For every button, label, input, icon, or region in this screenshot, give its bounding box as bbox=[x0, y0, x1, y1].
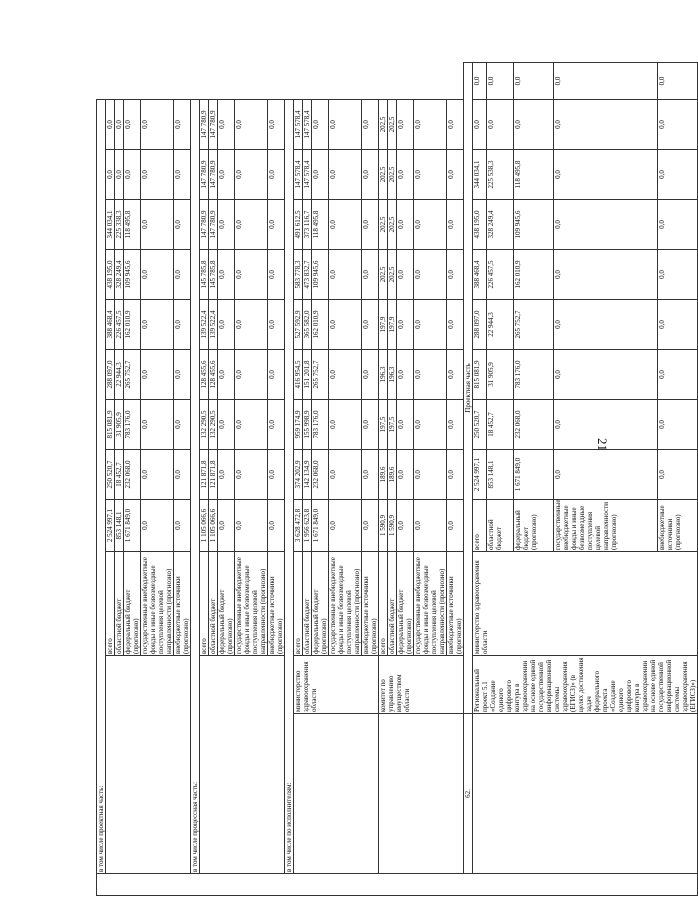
cell: 0,0 bbox=[235, 400, 268, 450]
row-label: государственные внебюджетные фонды и иные безвозмездные поступления целевой направленности (прогнозно) bbox=[235, 552, 268, 656]
cell: 2 524 997,1 bbox=[106, 500, 115, 552]
cell: 0,0 bbox=[329, 200, 362, 250]
cell: 0,0 bbox=[329, 150, 362, 200]
cell: 2 524 997,1 bbox=[473, 450, 487, 500]
cell: 147 780,9 bbox=[200, 150, 209, 200]
cell: 0,0 bbox=[447, 300, 464, 350]
row-label: федеральный бюджет (прогнозно) bbox=[312, 552, 329, 656]
cell: 853 148,1 bbox=[115, 500, 124, 552]
cell: 0,0 bbox=[658, 450, 698, 500]
row-label: государственные внебюджетные фонды и иные безвозмездные поступления целевой направленности (прогнозно) bbox=[554, 500, 658, 552]
cell: 0,0 bbox=[414, 300, 447, 350]
cell: 1 956 623,8 bbox=[303, 500, 312, 552]
cell: 388 468,4 bbox=[106, 300, 115, 350]
cell: 0,0 bbox=[658, 350, 698, 400]
cell: 0,0 bbox=[174, 99, 191, 149]
cell: 0,0 bbox=[174, 150, 191, 200]
cell: 0,0 bbox=[447, 450, 464, 500]
section-process-part: в том числе процессная часть: bbox=[191, 99, 200, 873]
cell: 0,0 bbox=[554, 450, 658, 500]
cell: 0,0 bbox=[414, 400, 447, 450]
cell: 0,0 bbox=[473, 63, 487, 100]
cell: 0,0 bbox=[174, 200, 191, 250]
cell: 0,0 bbox=[414, 500, 447, 552]
cell: 0,0 bbox=[268, 350, 285, 400]
cell: 196,3 bbox=[388, 350, 397, 400]
cell: 0,0 bbox=[447, 350, 464, 400]
cell: 3 628 472,8 bbox=[294, 500, 303, 552]
cell: 438 195,0 bbox=[473, 200, 487, 250]
cell: 0,0 bbox=[362, 99, 379, 149]
cell: 202,5 bbox=[388, 250, 397, 300]
cell: 0,0 bbox=[268, 450, 285, 500]
cell: 0,0 bbox=[235, 150, 268, 200]
cell: 0,0 bbox=[397, 450, 414, 500]
blank-cell bbox=[379, 714, 464, 874]
row-label: внебюджетные источники (прогнозно) bbox=[447, 552, 464, 656]
cell: 145 785,8 bbox=[209, 250, 218, 300]
cell: 0,0 bbox=[414, 250, 447, 300]
cell: 109 945,6 bbox=[312, 250, 329, 300]
row-label: всего bbox=[200, 552, 209, 656]
cell: 0,0 bbox=[414, 350, 447, 400]
cell: 0,0 bbox=[514, 99, 554, 149]
cell: 783 176,0 bbox=[124, 400, 141, 450]
cell: 0,0 bbox=[174, 250, 191, 300]
cell: 202,5 bbox=[379, 150, 388, 200]
cell: 0,0 bbox=[447, 250, 464, 300]
cell: 0,0 bbox=[554, 200, 658, 250]
cell: 0,0 bbox=[362, 450, 379, 500]
cell: 1 590,9 bbox=[388, 500, 397, 552]
row-label: внебюджетные источники (прогнозно) bbox=[174, 552, 191, 656]
cell: 0,0 bbox=[397, 250, 414, 300]
cell: 373 116,7 bbox=[303, 200, 312, 250]
cell: 202,5 bbox=[379, 250, 388, 300]
cell: 815 081,9 bbox=[106, 400, 115, 450]
cell: 0,0 bbox=[414, 99, 447, 149]
cell: 0,0 bbox=[268, 400, 285, 450]
cell: 0,0 bbox=[414, 150, 447, 200]
cell: 0,0 bbox=[329, 300, 362, 350]
cell: 0,0 bbox=[141, 250, 174, 300]
cell: 344 034,1 bbox=[106, 200, 115, 250]
cell: 147 780,9 bbox=[200, 200, 209, 250]
row-label: всего bbox=[379, 552, 388, 656]
cell: 0,0 bbox=[218, 300, 235, 350]
cell: 118 495,8 bbox=[514, 150, 554, 200]
cell: 783 176,0 bbox=[312, 400, 329, 450]
cell: 0,0 bbox=[141, 200, 174, 250]
cell: 0,0 bbox=[554, 300, 658, 350]
cell: 0,0 bbox=[235, 250, 268, 300]
row-label: федеральный бюджет (прогнозно) bbox=[397, 552, 414, 656]
cell: 0,0 bbox=[218, 400, 235, 450]
row-label: областной бюджет bbox=[209, 552, 218, 656]
row-label: областной бюджет bbox=[487, 500, 514, 552]
cell: 162 010,9 bbox=[124, 300, 141, 350]
cell: 0,0 bbox=[141, 300, 174, 350]
section-project-part-2: Проектная часть bbox=[464, 63, 473, 714]
cell: 225 538,3 bbox=[487, 150, 514, 200]
row-label: областной бюджет bbox=[115, 552, 124, 656]
cell: 344 034,1 bbox=[473, 150, 487, 200]
cell: 783 176,0 bbox=[514, 350, 554, 400]
cell: 0,0 bbox=[362, 150, 379, 200]
cell: 128 455,6 bbox=[200, 350, 209, 400]
cell: 162 010,9 bbox=[514, 250, 554, 300]
cell: 288 097,0 bbox=[106, 350, 115, 400]
cell: 1 671 849,0 bbox=[312, 500, 329, 552]
cell: 583 778,3 bbox=[294, 250, 303, 300]
cell: 388 468,4 bbox=[473, 250, 487, 300]
cell: 0,0 bbox=[115, 99, 124, 149]
blank-cell bbox=[294, 714, 379, 874]
cell: 202,5 bbox=[379, 200, 388, 250]
cell: 189,6 bbox=[379, 450, 388, 500]
cell: 202,5 bbox=[388, 99, 397, 149]
cell: 0,0 bbox=[218, 150, 235, 200]
cell: 0,0 bbox=[554, 63, 658, 100]
cell: 139 522,4 bbox=[209, 300, 218, 350]
cell: 0,0 bbox=[329, 99, 362, 149]
cell: 0,0 bbox=[124, 150, 141, 200]
cell: 128 455,6 bbox=[209, 350, 218, 400]
cell: 232 068,0 bbox=[312, 450, 329, 500]
cell: 0,0 bbox=[329, 450, 362, 500]
cell: 0,0 bbox=[141, 500, 174, 552]
cell: 0,0 bbox=[218, 450, 235, 500]
cell: 438 195,0 bbox=[106, 250, 115, 300]
blank-cell bbox=[473, 714, 698, 874]
cell: 226 457,5 bbox=[487, 250, 514, 300]
executor-health: министерство здравоохранения области bbox=[294, 656, 379, 714]
cell: 265 752,7 bbox=[514, 300, 554, 350]
section-project-part: в том числе проектная часть: bbox=[97, 99, 106, 873]
cell: 139 522,4 bbox=[200, 300, 209, 350]
cell: 0,0 bbox=[447, 150, 464, 200]
cell: 0,0 bbox=[268, 250, 285, 300]
cell: 147 780,9 bbox=[209, 99, 218, 149]
cell: 132 290,5 bbox=[209, 400, 218, 450]
cell: 0,0 bbox=[554, 400, 658, 450]
blank-cell bbox=[200, 656, 285, 874]
row-label: областной бюджет bbox=[388, 552, 397, 656]
cell: 145 785,8 bbox=[200, 250, 209, 300]
cell: 147 578,4 bbox=[303, 150, 312, 200]
cell: 416 954,5 bbox=[294, 350, 303, 400]
cell: 202,5 bbox=[388, 150, 397, 200]
cell: 109 945,6 bbox=[514, 200, 554, 250]
cell: 226 457,5 bbox=[115, 300, 124, 350]
cell: 0,0 bbox=[554, 250, 658, 300]
cell: 0,0 bbox=[124, 99, 141, 149]
cell: 959 174,9 bbox=[294, 400, 303, 450]
cell: 0,0 bbox=[268, 300, 285, 350]
cell: 147 780,9 bbox=[209, 150, 218, 200]
section-by-executors: в том числе по исполнителям: bbox=[285, 99, 294, 873]
cell: 0,0 bbox=[218, 200, 235, 250]
cell: 151 201,8 bbox=[303, 350, 312, 400]
cell: 0,0 bbox=[397, 200, 414, 250]
cell: 0,0 bbox=[268, 99, 285, 149]
cell: 0,0 bbox=[362, 350, 379, 400]
cell: 0,0 bbox=[397, 350, 414, 400]
cell: 118 495,8 bbox=[312, 200, 329, 250]
cell: 328 249,4 bbox=[115, 250, 124, 300]
row-label: всего bbox=[294, 552, 303, 656]
cell: 1 105 066,6 bbox=[200, 500, 209, 552]
cell: 250 520,7 bbox=[473, 400, 487, 450]
cell: 473 832,7 bbox=[303, 250, 312, 300]
cell: 0,0 bbox=[447, 99, 464, 149]
cell: 0,0 bbox=[106, 150, 115, 200]
cell: 0,0 bbox=[447, 500, 464, 552]
cell: 265 752,7 bbox=[124, 350, 141, 400]
cell: 202,5 bbox=[379, 99, 388, 149]
cell: 0,0 bbox=[329, 350, 362, 400]
cell: 189,6 bbox=[388, 450, 397, 500]
cell: 0,0 bbox=[447, 400, 464, 450]
cell: 197,9 bbox=[379, 300, 388, 350]
cell: 0,0 bbox=[658, 250, 698, 300]
cell: 0,0 bbox=[362, 500, 379, 552]
cell: 0,0 bbox=[106, 99, 115, 149]
cell: 0,0 bbox=[268, 150, 285, 200]
cell: 0,0 bbox=[235, 350, 268, 400]
cell: 196,3 bbox=[379, 350, 388, 400]
cell: 31 905,9 bbox=[115, 400, 124, 450]
cell: 0,0 bbox=[141, 350, 174, 400]
cell: 0,0 bbox=[554, 150, 658, 200]
cell: 1 671 849,0 bbox=[124, 500, 141, 552]
budget-table bbox=[96, 62, 698, 896]
cell: 0,0 bbox=[174, 300, 191, 350]
cell: 0,0 bbox=[397, 400, 414, 450]
cell: 0,0 bbox=[218, 500, 235, 552]
cell: 109 945,6 bbox=[124, 250, 141, 300]
cell: 328 249,4 bbox=[487, 200, 514, 250]
blank-cell bbox=[106, 656, 191, 874]
cell: 527 592,9 bbox=[294, 300, 303, 350]
cell: 147 780,9 bbox=[200, 99, 209, 149]
cell: 162 010,9 bbox=[312, 300, 329, 350]
cell: 0,0 bbox=[329, 500, 362, 552]
cell: 147 780,9 bbox=[209, 200, 218, 250]
cell: 118 495,8 bbox=[124, 200, 141, 250]
cell: 232 068,0 bbox=[124, 450, 141, 500]
cell: 142 134,9 bbox=[303, 450, 312, 500]
row-label: федеральный бюджет (прогнозно) bbox=[218, 552, 235, 656]
cell: 0,0 bbox=[235, 450, 268, 500]
row-label: внебюджетные источники (прогнозно) bbox=[658, 500, 698, 552]
cell: 0,0 bbox=[362, 250, 379, 300]
cell: 0,0 bbox=[554, 350, 658, 400]
cell: 0,0 bbox=[329, 250, 362, 300]
cell: 0,0 bbox=[658, 400, 698, 450]
cell: 197,9 bbox=[388, 300, 397, 350]
page-number: 21 bbox=[595, 438, 610, 451]
cell: 0,0 bbox=[174, 500, 191, 552]
row-label: внебюджетные источники (прогнозно) bbox=[268, 552, 285, 656]
cell: 197,5 bbox=[379, 400, 388, 450]
cell: 815 081,9 bbox=[473, 350, 487, 400]
cell: 374 202,9 bbox=[294, 450, 303, 500]
cell: 18 452,7 bbox=[115, 450, 124, 500]
cell: 0,0 bbox=[312, 99, 329, 149]
cell: 1 105 066,6 bbox=[209, 500, 218, 552]
cell: 132 290,5 bbox=[200, 400, 209, 450]
row-label: всего bbox=[473, 500, 487, 552]
cell: 0,0 bbox=[312, 150, 329, 200]
cell: 0,0 bbox=[235, 300, 268, 350]
cell: 0,0 bbox=[362, 200, 379, 250]
row-number: 62. bbox=[464, 714, 473, 874]
cell: 0,0 bbox=[141, 99, 174, 149]
cell: 0,0 bbox=[554, 99, 658, 149]
cell: 0,0 bbox=[235, 500, 268, 552]
cell: 0,0 bbox=[487, 63, 514, 100]
cell: 147 578,4 bbox=[303, 99, 312, 149]
cell: 1 590,9 bbox=[379, 500, 388, 552]
cell: 0,0 bbox=[362, 400, 379, 450]
cell: 0,0 bbox=[218, 250, 235, 300]
cell: 31 905,9 bbox=[487, 350, 514, 400]
cell: 121 871,8 bbox=[200, 450, 209, 500]
row-label: государственные внебюджетные фонды и иные безвозмездные поступления целевой направленности (прогнозно) bbox=[414, 552, 447, 656]
cell: 0,0 bbox=[329, 400, 362, 450]
cell: 250 520,7 bbox=[106, 450, 115, 500]
cell: 0,0 bbox=[514, 63, 554, 100]
cell: 0,0 bbox=[362, 300, 379, 350]
cell: 225 338,3 bbox=[115, 200, 124, 250]
cell: 0,0 bbox=[218, 350, 235, 400]
row-label: областной бюджет bbox=[303, 552, 312, 656]
row-label: всего bbox=[106, 552, 115, 656]
cell: 0,0 bbox=[174, 450, 191, 500]
cell: 202,5 bbox=[388, 200, 397, 250]
cell: 155 998,9 bbox=[303, 400, 312, 450]
row-label: федеральный бюджет (прогнозно) bbox=[514, 500, 554, 552]
cell: 0,0 bbox=[397, 99, 414, 149]
cell: 0,0 bbox=[141, 150, 174, 200]
cell: 22 944,3 bbox=[115, 350, 124, 400]
cell: 0,0 bbox=[414, 200, 447, 250]
cell: 0,0 bbox=[235, 99, 268, 149]
row-label: государственные внебюджетные фонды и иные безвозмездные поступления целевой направленности (прогнозно) bbox=[141, 552, 174, 656]
cell: 147 578,4 bbox=[294, 150, 303, 200]
cell: 0,0 bbox=[174, 400, 191, 450]
row-label: государственные внебюджетные фонды и иные безвозмездные поступления целевой направленности (прогнозно) bbox=[329, 552, 362, 656]
cell: 0,0 bbox=[473, 99, 487, 149]
cell: 232 068,0 bbox=[514, 400, 554, 450]
row-label: федеральный бюджет (прогнозно) bbox=[124, 552, 141, 656]
cell: 0,0 bbox=[658, 300, 698, 350]
regional-project-name: Региональный проект 5.1 «Создание единого цифрового контура в здравоохранении на основе единой государственной информационной системы здравоохранения (ЕГИСЗ)» (в целях достижения задач федерального проекта «Создание единого цифрового контура в здравоохранении на основе единой государственной информационной системы здравоохранения (ЕГИСЗ)») bbox=[473, 657, 697, 712]
cell: 0,0 bbox=[397, 150, 414, 200]
cell: 0,0 bbox=[487, 99, 514, 149]
cell: 0,0 bbox=[141, 450, 174, 500]
cell: 0,0 bbox=[414, 450, 447, 500]
cell: 22 944,3 bbox=[487, 300, 514, 350]
cell: 0,0 bbox=[218, 99, 235, 149]
cell: 121 871,8 bbox=[209, 450, 218, 500]
cell: 0,0 bbox=[235, 200, 268, 250]
cell: 0,0 bbox=[447, 200, 464, 250]
cell: 0,0 bbox=[268, 500, 285, 552]
cell: 0,0 bbox=[397, 300, 414, 350]
row-label: внебюджетные источники (прогнозно) bbox=[362, 552, 379, 656]
cell: 0,0 bbox=[397, 500, 414, 552]
cell: 491 612,5 bbox=[294, 200, 303, 250]
cell: 1 671 849,0 bbox=[514, 450, 554, 500]
cell: 265 752,7 bbox=[312, 350, 329, 400]
regional-project-executor: министерство здравоохранения области bbox=[473, 552, 698, 656]
cell: 365 582,0 bbox=[303, 300, 312, 350]
cell: 0,0 bbox=[141, 400, 174, 450]
cell: 147 578,4 bbox=[294, 99, 303, 149]
cell: 0,0 bbox=[658, 150, 698, 200]
cell: 853 148,1 bbox=[487, 450, 514, 500]
cell: 0,0 bbox=[115, 150, 124, 200]
executor-property: комитет по управлению имуществом области bbox=[379, 656, 464, 714]
cell: 197,5 bbox=[388, 400, 397, 450]
cell: 0,0 bbox=[658, 200, 698, 250]
cell: 0,0 bbox=[658, 63, 698, 100]
left-margin-cell bbox=[97, 874, 698, 896]
cell: 0,0 bbox=[658, 99, 698, 149]
cell: 0,0 bbox=[174, 350, 191, 400]
cell: 18 452,7 bbox=[487, 400, 514, 450]
cell: 0,0 bbox=[268, 200, 285, 250]
cell: 288 097,0 bbox=[473, 300, 487, 350]
